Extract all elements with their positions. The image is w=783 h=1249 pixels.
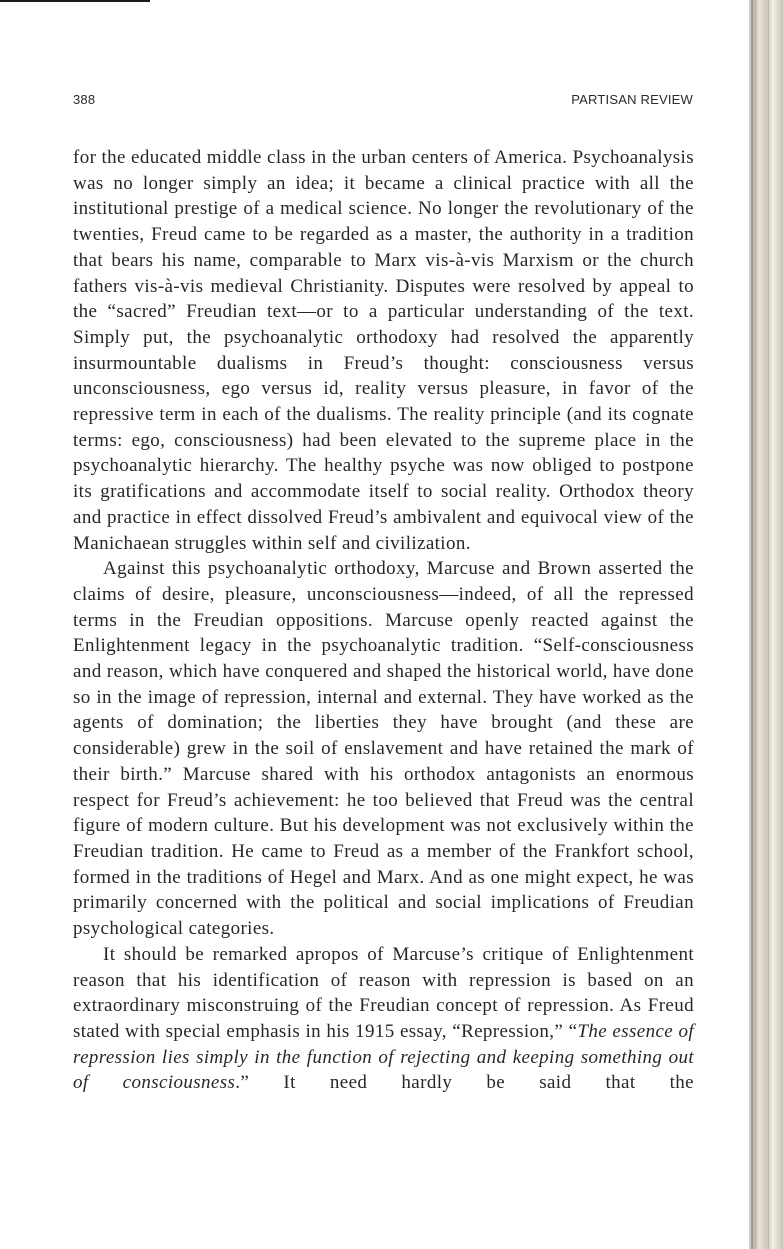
paragraph-2: Against this psychoanalytic orthodoxy, Marcuse and Brown asserted the claims of desire, pleasure, unconsciousness—indeed, of all the repressed terms in the Freudian oppositions. Marcuse openly reacted against the Enlightenment legacy in the psychoanalytic tradition. “Self-consciousness and reason, which have conquered and shaped the historical world, have done so in the image of repression, internal and external. They have worked as the agents of domination; the liberties they have brought (and these are considerable) grew in the soil of enslavement and have retained the mark of their birth.” Marcuse shared with his orthodox antagonists an enormous respect for Freud’s achievement: he too believed that Freud was the central figure of modern culture. But his development was not exclusively within the Freudian tradition. He came to Freud as a member of the Frankfort school, formed in the traditions of Hegel and Marx. And as one might expect, he was primarily concerned with the political and social implications of Freudian psychological categories. bbox=[73, 558, 694, 940]
italic-freud-quote: The essence of repression lies simply in the function of rejecting and keeping something out of consciousness bbox=[73, 1020, 694, 1094]
paragraph-3-opening: It should be remarked apropos of Marcuse’s critique of Enlightenment reason that his identification of reason with repression is based on an extraordinary misconstruing of the Freudian concept of repression. As Freud stated with special emphasis in his 1915 essay, “Repression,” “ bbox=[73, 943, 694, 1042]
paragraph-1: for the educated middle class in the urban centers of America. Psychoanalysis was no longer simply an idea; it became a clinical practice with all the institutional prestige of a medical science. No longer the revolutionary of the twenties, Freud came to be regarded as a master, the authority in a tradition that bears his name, comparable to Marx vis-à-vis Marxism or the church fathers vis-à-vis medieval Christianity. Disputes were resolved by appeal to the “sacred” Freudian text—or to a particular understanding of the text. Simply put, the psychoanalytic orthodoxy had resolved the apparently insurmountable dualisms in Freud’s thought: consciousness versus unconsciousness, ego versus id, reality versus pleasure, in favor of the repressive term in each of the dualisms. The reality principle (and its cognate terms: ego, consciousness) had been elevated to the supreme place in the psychoanalytic hierarchy. The healthy psyche was now obliged to postpone its gratifications and accommodate itself to social reality. Orthodox theory and practice in effect dissolved Freud’s ambivalent and equivocal view of the Manichaean struggles within self and civilization. bbox=[73, 147, 694, 554]
page-number: 388 bbox=[73, 91, 96, 107]
running-head: PARTISAN REVIEW bbox=[571, 91, 693, 107]
paragraph-3-closing: .” It need hardly be said that the bbox=[235, 1072, 694, 1094]
book-page-edge bbox=[749, 0, 783, 1249]
page-header bbox=[73, 88, 693, 110]
paragraph-3 bbox=[73, 942, 694, 1096]
article-body bbox=[73, 145, 694, 1096]
top-rule bbox=[0, 0, 150, 2]
